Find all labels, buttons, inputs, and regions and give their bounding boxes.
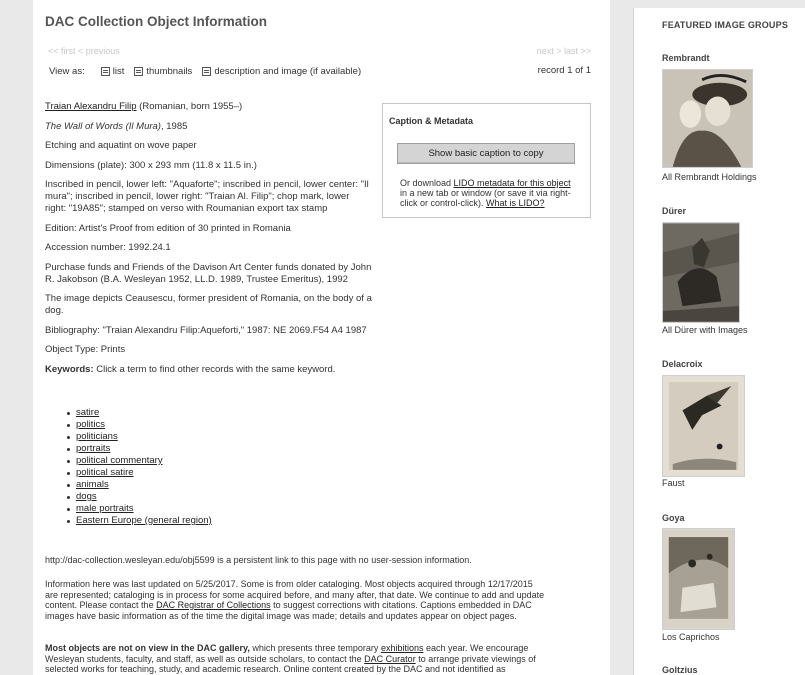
bibliography: Bibliography: "Traian Alexandru Filip:Aqueforti," 1987: NE 2069.F54 A4 1987	[45, 324, 367, 336]
viewing-note-mid: which presents three temporary	[249, 643, 381, 653]
record-counter: record 1 of 1	[537, 65, 591, 76]
keyword-link[interactable]: male portraits	[76, 503, 134, 514]
viewing-note-post: each year. We encourage Wesleyan students, faculty, and staff, as well as outside scholars, to contact the	[45, 643, 529, 664]
rembrandt-thumbnail[interactable]	[662, 69, 753, 168]
lido-text-pre: Or download	[400, 178, 454, 188]
lido-text	[400, 178, 580, 208]
pager-next-last: next > last >>	[536, 46, 591, 56]
list-item	[67, 515, 212, 527]
caption-metadata-box	[382, 103, 591, 218]
keyword-list	[67, 407, 212, 527]
title-line	[45, 121, 373, 133]
thumbnails-icon	[134, 67, 143, 76]
group-caption-rembrandt[interactable]: All Rembrandt Holdings	[662, 172, 757, 182]
list-item	[67, 503, 212, 515]
accession-number: Accession number: 1992.24.1	[45, 242, 171, 253]
goya-thumbnail[interactable]	[662, 528, 735, 630]
viewing-note-bold: Most objects are not on view in the DAC gallery,	[45, 643, 250, 653]
keyword-link[interactable]: animals	[76, 479, 109, 490]
view-as-label: View as:	[49, 65, 85, 77]
page-title: DAC Collection Object Information	[45, 14, 268, 29]
object-type: Object Type: Prints	[45, 344, 126, 355]
caption-box-title: Caption & Metadata	[389, 116, 474, 126]
viewing-note-end: to arrange private viewings of selected works for teaching, study, and academic research. Online content created by the DAC and not identified as	[45, 653, 536, 674]
exhibitions-link[interactable]: exhibitions	[380, 643, 424, 653]
keyword-link[interactable]: dogs	[76, 491, 97, 502]
group-name-delacroix: Delacroix	[662, 359, 703, 369]
object-info	[45, 101, 373, 383]
list-item	[67, 479, 212, 491]
goya-thumbnail-art	[663, 529, 734, 629]
keyword-link[interactable]: Eastern Europe (general region)	[76, 515, 212, 526]
rembrandt-thumbnail-art	[663, 70, 752, 167]
group-caption-durer[interactable]: All Dürer with Images	[662, 325, 748, 335]
view-thumbnails-option[interactable]	[134, 66, 192, 77]
object-title: The Wall of Words (Il Mura)	[45, 120, 161, 132]
update-note-pre: Information here was last updated on 5/25/2017. Some is from older cataloging. Most objects acquired through 12/17/2015 are represented; cataloging is in process for some acquired before, and many after, that date. We continue to add and update content. Please contact the	[45, 579, 545, 610]
list-item	[67, 455, 212, 467]
keyword-link[interactable]: portraits	[76, 443, 111, 454]
list-item	[67, 491, 212, 503]
object-description: The image depicts Ceausescu, former president of Romania, on the body of a dog.	[45, 293, 372, 316]
sidebar-title: FEATURED IMAGE GROUPS	[662, 20, 789, 30]
keywords-hint: Click a term to find other records with the same keyword.	[93, 363, 336, 375]
view-list-label[interactable]: list	[112, 65, 125, 77]
persistent-link-note: http://dac-collection.wesleyan.edu/obj5599 is a persistent link to this page with no user-session information.	[45, 555, 472, 565]
list-item	[67, 443, 212, 455]
show-caption-button[interactable]: Show basic caption to copy	[397, 143, 575, 164]
what-is-lido-link[interactable]: What is LIDO?	[486, 198, 545, 208]
viewing-note	[45, 643, 545, 675]
group-caption-delacroix[interactable]: Faust	[662, 478, 685, 488]
description-icon	[202, 67, 211, 76]
pager-first-previous: << first < previous	[48, 46, 120, 56]
credit-line: Purchase funds and Friends of the Davison Art Center funds donated by John R. Jakobson (B.A. Wesleyan 1952, LL.D. 1989, Trustee Emeritus), 1992	[45, 261, 372, 285]
keyword-link[interactable]: political commentary	[76, 455, 163, 466]
view-description-label[interactable]: description and image (if available)	[214, 65, 362, 77]
curator-link[interactable]: DAC Curator	[364, 653, 416, 664]
delacroix-thumbnail-art	[663, 376, 744, 476]
edition: Edition: Artist's Proof from edition of 30 printed in Romania	[45, 222, 291, 234]
inscriptions: Inscribed in pencil, lower left: "Aquaforte"; inscribed in pencil, lower center: "Il mura"; inscribed in pencil, lower right: "Traian Al. Filip"; chop mark, lower right: "19A85"; stamped on verso with Roumanian export tax stamp	[45, 179, 369, 214]
main-content	[33, 0, 610, 675]
pager	[48, 46, 591, 58]
lido-text-mid: in a new tab or window (or save it via right-click or control-click).	[400, 188, 571, 208]
list-item	[67, 431, 212, 443]
list-item	[67, 419, 212, 431]
list-item	[67, 407, 212, 419]
update-note	[45, 579, 545, 621]
registrar-link[interactable]: DAC Registrar of Collections	[156, 600, 271, 610]
view-description-option[interactable]	[202, 66, 361, 77]
list-item	[67, 467, 212, 479]
sidebar	[633, 8, 805, 675]
medium: Etching and aquatint on wove paper	[45, 140, 197, 151]
view-as-bar	[49, 64, 591, 78]
durer-thumbnail[interactable]	[662, 222, 740, 323]
dimensions: Dimensions (plate): 300 x 293 mm (11.8 x 11.5 in.)	[45, 159, 257, 171]
durer-thumbnail-art	[663, 223, 739, 322]
list-icon	[101, 67, 110, 76]
artist-line	[45, 101, 373, 113]
artist-link[interactable]: Traian Alexandru Filip	[45, 101, 137, 112]
object-year: , 1985	[160, 120, 188, 132]
view-list-option[interactable]	[101, 66, 125, 77]
group-name-goya: Goya	[662, 513, 685, 523]
view-thumbnails-label[interactable]: thumbnails	[146, 65, 193, 77]
keywords-label: Keywords:	[45, 363, 94, 375]
artist-info: (Romanian, born 1955–)	[136, 101, 243, 112]
delacroix-thumbnail[interactable]	[662, 375, 745, 477]
group-name-goltzius: Goltzius	[662, 665, 698, 675]
keyword-link[interactable]: satire	[76, 407, 100, 418]
keyword-link[interactable]: political satire	[76, 467, 134, 478]
group-name-durer: Dürer	[662, 206, 687, 216]
group-name-rembrandt: Rembrandt	[662, 53, 710, 63]
lido-metadata-link[interactable]: LIDO metadata for this object	[453, 178, 571, 188]
group-caption-goya[interactable]: Los Caprichos	[662, 632, 720, 642]
keyword-link[interactable]: politicians	[76, 431, 118, 442]
update-note-post: to suggest corrections with citations. Captions embedded in DAC images have basic information as of the time the digital image was made; details and updates appear on object pages.	[45, 600, 532, 621]
keywords-line	[45, 364, 373, 376]
keyword-link[interactable]: politics	[76, 419, 106, 430]
